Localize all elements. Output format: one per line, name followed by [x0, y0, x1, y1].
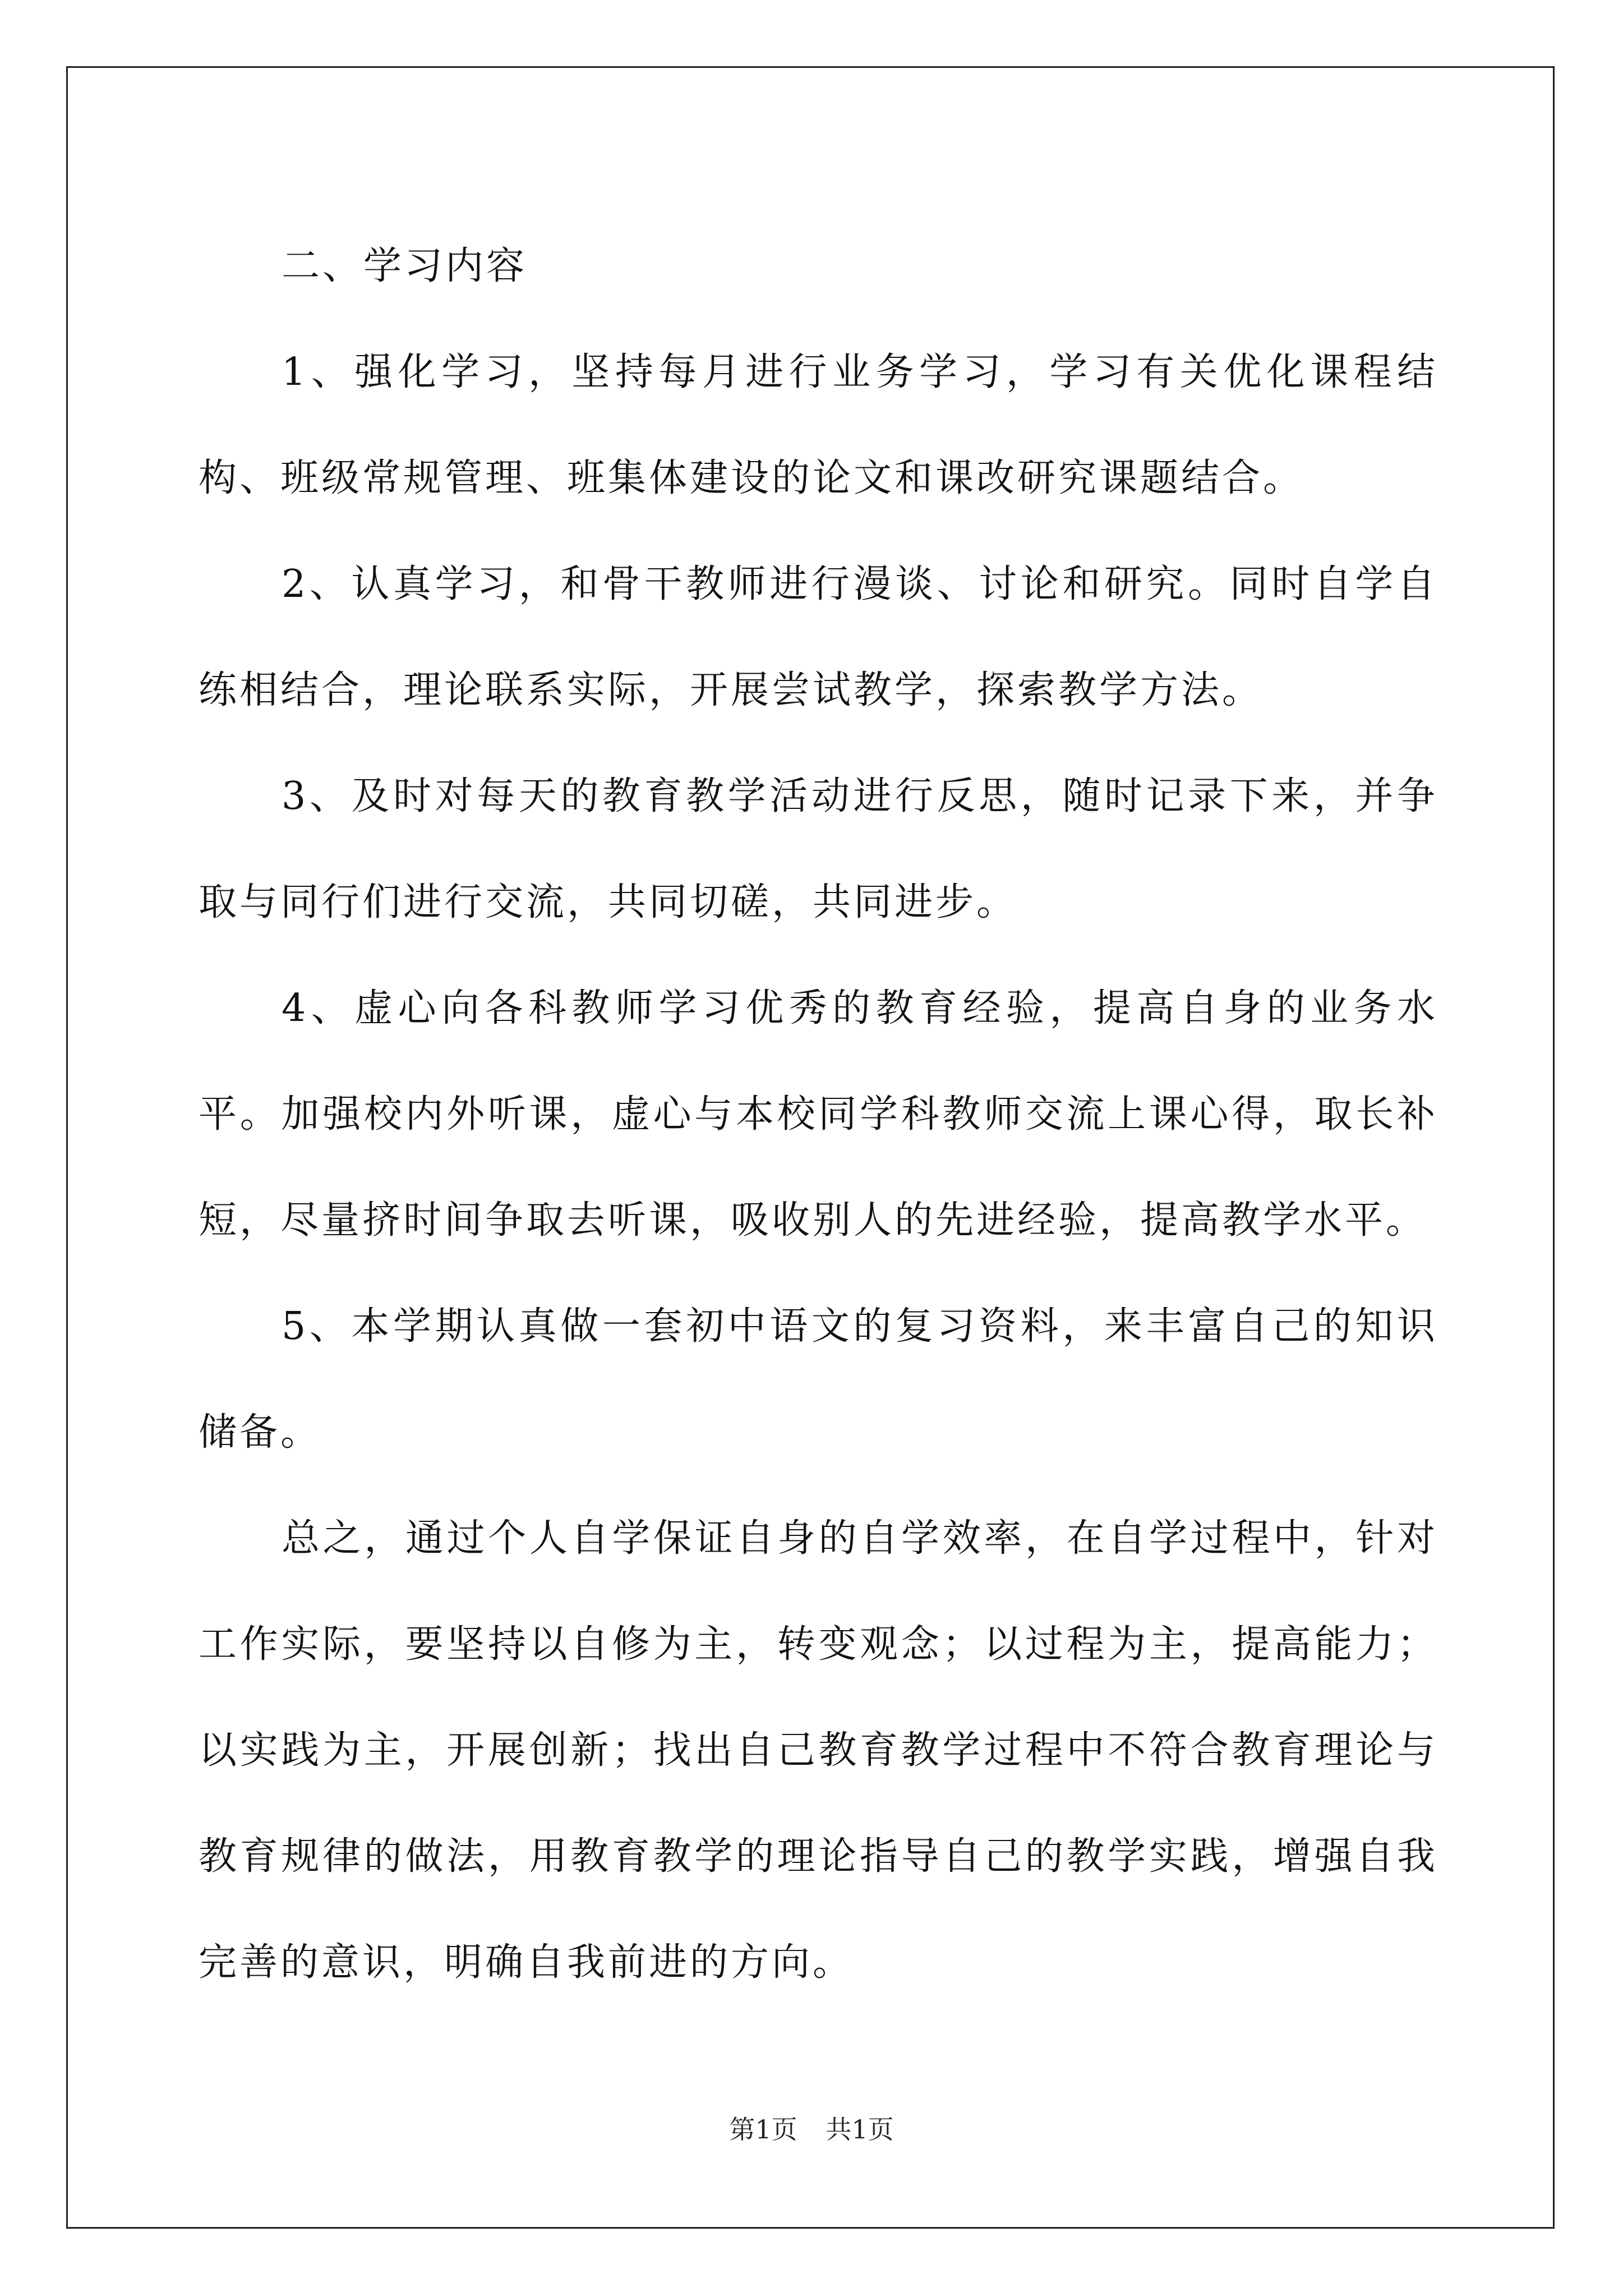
paragraph-1: 1、强化学习，坚持每月进行业务学习，学习有关优化课程结构、班级常规管理、班集体建设的论文和课改研究课题结合。: [199, 350, 1438, 500]
page-footer: [0, 2109, 1623, 2146]
paragraph-2: 2、认真学习，和骨干教师进行漫谈、讨论和研究。同时自学自练相结合，理论联系实际，开展尝试教学，探索教学方法。: [199, 562, 1438, 712]
document-body: [199, 213, 1438, 2016]
section-title: 二、学习内容: [282, 244, 528, 288]
paragraph-3: 3、及时对每天的教育教学活动进行反思，随时记录下来，并争取与同行们进行交流，共同切磋，共同进步。: [199, 774, 1438, 924]
paragraph-summary: 总之，通过个人自学保证自身的自学效率，在自学过程中，针对工作实际，要坚持以自修为主，转变观念；以过程为主，提高能力；以实践为主，开展创新；找出自己教育教学过程中不符合教育理论与教育规律的做法，用教育教学的理论指导自己的教学实践，增强自我完善的意识，明确自我前进的方向。: [199, 1516, 1438, 1985]
page-number: 第1页: [729, 2114, 797, 2145]
paragraph-5: 5、本学期认真做一套初中语文的复习资料，来丰富自己的知识储备。: [199, 1304, 1438, 1455]
page-total: 共1页: [826, 2114, 894, 2145]
paragraph-4: 4、虚心向各科教师学习优秀的教育经验，提高自身的业务水平。加强校内外听课，虚心与本校同学科教师交流上课心得，取长补短，尽量挤时间争取去听课，吸收别人的先进经验，提高教学水平。: [199, 986, 1438, 1243]
